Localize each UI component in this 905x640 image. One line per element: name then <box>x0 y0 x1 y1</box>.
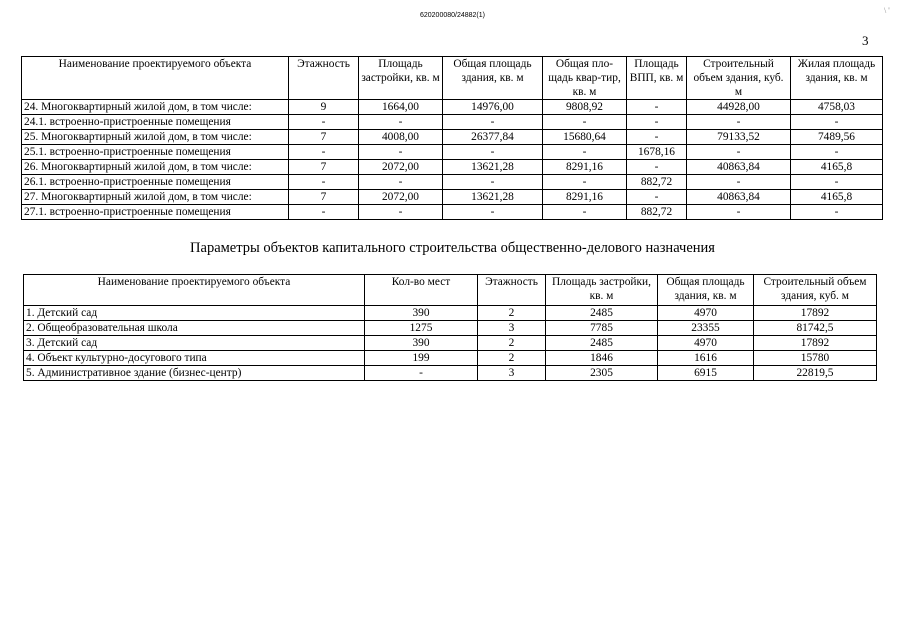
table-cell: - <box>289 175 359 190</box>
table-row <box>24 336 877 351</box>
column-header: Площадь застройки, кв. м <box>359 57 443 100</box>
table-cell: 7 <box>289 160 359 175</box>
table-cell: - <box>687 175 791 190</box>
table-row <box>24 321 877 336</box>
column-header: Наименование проектируемого объекта <box>22 57 289 100</box>
table-cell: 1275 <box>365 321 478 336</box>
table-cell: 2485 <box>546 306 658 321</box>
table-header-row <box>22 57 883 100</box>
table-cell: 8291,16 <box>543 160 627 175</box>
table-cell: - <box>687 205 791 220</box>
table-cell: - <box>791 145 883 160</box>
table-cell: - <box>359 175 443 190</box>
table-cell: 6915 <box>658 366 754 381</box>
table-cell: - <box>365 366 478 381</box>
page-number: 3 <box>862 33 869 48</box>
table-row <box>22 100 883 115</box>
table-cell: 2305 <box>546 366 658 381</box>
table-cell: - <box>791 115 883 130</box>
table-row <box>22 175 883 190</box>
table-cell: 17892 <box>754 336 877 351</box>
column-header: Площадь застройки, кв. м <box>546 275 658 306</box>
table-row <box>24 366 877 381</box>
column-header: Наименование проектируемого объекта <box>24 275 365 306</box>
table-cell: - <box>791 205 883 220</box>
table-row <box>22 160 883 175</box>
table-cell: 3 <box>478 366 546 381</box>
table-row <box>24 351 877 366</box>
table-cell: 1846 <box>546 351 658 366</box>
table-cell: 882,72 <box>627 175 687 190</box>
table-cell: 40863,84 <box>687 160 791 175</box>
table-cell: 7 <box>289 190 359 205</box>
column-header: Строительный объем здания, куб. м <box>754 275 877 306</box>
table-cell: 15780 <box>754 351 877 366</box>
table-cell: 2 <box>478 351 546 366</box>
table-cell: - <box>289 205 359 220</box>
table-cell: 26377,84 <box>443 130 543 145</box>
table-cell: - <box>543 115 627 130</box>
table-cell: 4970 <box>658 306 754 321</box>
table-cell: 26. Многоквартирный жилой дом, в том числе: <box>22 160 289 175</box>
table-cell: 3 <box>478 321 546 336</box>
column-header: Этажность <box>289 57 359 100</box>
table-cell: 14976,00 <box>443 100 543 115</box>
table-cell: - <box>359 205 443 220</box>
table-cell: 4970 <box>658 336 754 351</box>
table-cell: - <box>443 205 543 220</box>
table-cell: 390 <box>365 336 478 351</box>
table-cell: 1. Детский сад <box>24 306 365 321</box>
table-cell: 4008,00 <box>359 130 443 145</box>
table-cell: 25. Многоквартирный жилой дом, в том числе: <box>22 130 289 145</box>
table-cell: - <box>289 145 359 160</box>
table-cell: - <box>627 100 687 115</box>
table-row <box>22 190 883 205</box>
table-cell: 3. Детский сад <box>24 336 365 351</box>
table-cell: 390 <box>365 306 478 321</box>
table-cell: 79133,52 <box>687 130 791 145</box>
table-cell: 882,72 <box>627 205 687 220</box>
table-cell: 23355 <box>658 321 754 336</box>
table-cell: - <box>359 115 443 130</box>
table-cell: 1616 <box>658 351 754 366</box>
residential-buildings-table <box>21 56 883 220</box>
table-cell: 8291,16 <box>543 190 627 205</box>
table-cell: 13621,28 <box>443 190 543 205</box>
table-row <box>22 115 883 130</box>
table-cell: 9 <box>289 100 359 115</box>
table-cell: - <box>627 115 687 130</box>
table-cell: - <box>687 145 791 160</box>
table-row <box>22 145 883 160</box>
table-cell: 1678,16 <box>627 145 687 160</box>
table-cell: 15680,64 <box>543 130 627 145</box>
table-cell: - <box>791 175 883 190</box>
table-cell: - <box>443 115 543 130</box>
table-cell: 2 <box>478 336 546 351</box>
table-cell: 81742,5 <box>754 321 877 336</box>
table-row <box>24 306 877 321</box>
public-buildings-table <box>23 274 877 381</box>
table-cell: 7 <box>289 130 359 145</box>
table-cell: - <box>627 160 687 175</box>
table-cell: - <box>443 175 543 190</box>
table-cell: 2072,00 <box>359 190 443 205</box>
table-cell: 40863,84 <box>687 190 791 205</box>
table-row <box>22 130 883 145</box>
table-cell: 1664,00 <box>359 100 443 115</box>
table-cell: 4165,8 <box>791 160 883 175</box>
table-cell: 4758,03 <box>791 100 883 115</box>
table-row <box>22 205 883 220</box>
column-header: Жилая площадь здания, кв. м <box>791 57 883 100</box>
column-header: Кол-во мест <box>365 275 478 306</box>
column-header: Строительный объем здания, куб. м <box>687 57 791 100</box>
section-title: Параметры объектов капитального строительства общественно-делового назначения <box>190 240 715 256</box>
table-cell: 22819,5 <box>754 366 877 381</box>
table-header-row <box>24 275 877 306</box>
table-cell: 2485 <box>546 336 658 351</box>
table-cell: 44928,00 <box>687 100 791 115</box>
table-cell: 17892 <box>754 306 877 321</box>
table-cell: - <box>627 130 687 145</box>
table-cell: - <box>543 175 627 190</box>
table-cell: 7785 <box>546 321 658 336</box>
table-cell: 26.1. встроенно-пристроенные помещения <box>22 175 289 190</box>
table-cell: 2072,00 <box>359 160 443 175</box>
table-cell: - <box>687 115 791 130</box>
column-header: Общая пло-щадь квар-тир, кв. м <box>543 57 627 100</box>
table-cell: 5. Административное здание (бизнес-центр) <box>24 366 365 381</box>
table-cell: 199 <box>365 351 478 366</box>
table-cell: 2 <box>478 306 546 321</box>
table-cell: 9808,92 <box>543 100 627 115</box>
table-cell: 27. Многоквартирный жилой дом, в том числе: <box>22 190 289 205</box>
document-id: 620200080/24882(1) <box>419 12 485 19</box>
table-cell: 27.1. встроенно-пристроенные помещения <box>22 205 289 220</box>
table-cell: 25.1. встроенно-пристроенные помещения <box>22 145 289 160</box>
table-cell: - <box>289 115 359 130</box>
table-cell: 4. Объект культурно-досугового типа <box>24 351 365 366</box>
corner-mark: \ ' <box>884 6 890 15</box>
column-header: Общая площадь здания, кв. м <box>658 275 754 306</box>
table-cell: - <box>543 145 627 160</box>
table-cell: 2. Общеобразовательная школа <box>24 321 365 336</box>
table-cell: 24.1. встроенно-пристроенные помещения <box>22 115 289 130</box>
column-header: Общая площадь здания, кв. м <box>443 57 543 100</box>
table-cell: 13621,28 <box>443 160 543 175</box>
table-cell: - <box>543 205 627 220</box>
table-cell: 24. Многоквартирный жилой дом, в том числе: <box>22 100 289 115</box>
column-header: Этажность <box>478 275 546 306</box>
column-header: Площадь ВПП, кв. м <box>627 57 687 100</box>
table-cell: 7489,56 <box>791 130 883 145</box>
table-cell: 4165,8 <box>791 190 883 205</box>
table-cell: - <box>627 190 687 205</box>
table-cell: - <box>359 145 443 160</box>
table-cell: - <box>443 145 543 160</box>
